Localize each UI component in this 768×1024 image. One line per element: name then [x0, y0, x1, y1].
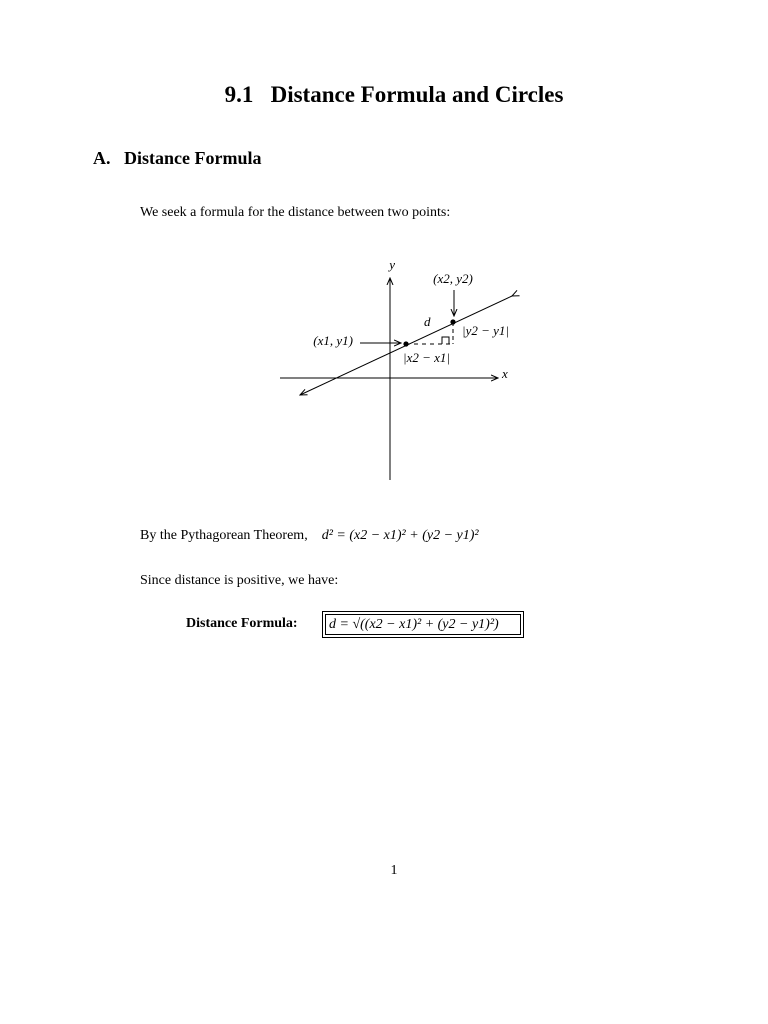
y-axis-label: y [389, 257, 395, 272]
point-2 [450, 319, 455, 324]
vertical-leg-label: |y2 − y1| [462, 323, 509, 338]
pythagorean-line [140, 528, 479, 544]
right-angle-marker [442, 337, 449, 344]
point-1 [403, 341, 408, 346]
section-letter: A. [93, 148, 111, 168]
distance-diagram [270, 250, 530, 490]
pythagorean-equation: d² = (x2 − x1)² + (y2 − y1)² [321, 528, 479, 543]
distance-formula-equation: d = √((x2 − x1)² + (y2 − y1)²) [329, 617, 499, 632]
point-1-label: (x1, y1) [313, 333, 353, 348]
title-text: Distance Formula and Circles [270, 82, 564, 107]
intro-text: We seek a formula for the distance between two points: [140, 205, 451, 220]
horizontal-leg-label: |x2 − x1| [403, 350, 450, 365]
pythagorean-prefix: By the Pythagorean Theorem, [140, 528, 308, 543]
section-heading [93, 148, 261, 169]
section-title: Distance Formula [124, 148, 262, 168]
title-number: 9.1 [224, 82, 254, 107]
positive-text: Since distance is positive, we have: [140, 573, 339, 588]
distance-formula-label: Distance Formula: [186, 616, 298, 631]
point-2-label: (x2, y2) [433, 271, 473, 286]
page-number: 1 [390, 863, 398, 878]
d-label: d [424, 314, 431, 329]
x-axis-label: x [502, 366, 508, 381]
page-title [0, 82, 768, 108]
